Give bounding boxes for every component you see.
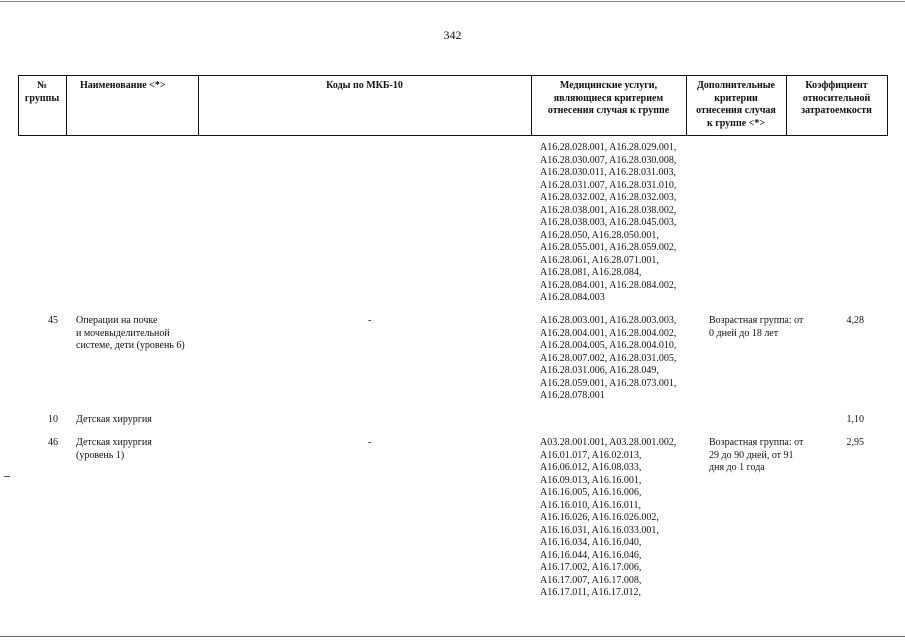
table-row-name: Детская хирургия [76, 414, 152, 425]
table-row-extra-criteria: Возрастная группа: от 29 до 90 дней, от 91 дня до 1 года [709, 437, 804, 473]
header-coefficient: Коэффициент относительной затратоемкости [801, 80, 872, 116]
table-row-services: A03.28.001.001, A03.28.001.002, A16.01.017, A16.02.013, A16.06.012, A16.08.033, A16.09.013, A16.16.001, A16.16.005, A16.16.006, A16.16.010, A16.16.011, A16.16.026, A16.16.026.002, A16.16.031, A16.16.033.001, A16.16.034, A16.16.040, A16.16.044, A16.16.046, A16.17.002, A16.17.006, A16.17.007, A16.17.008, A16.17.011, A16.17.012, [540, 437, 677, 598]
table-row-services: A16.28.028.001, A16.28.029.001, A16.28.030.007, A16.28.030.008, A16.28.030.011, A16.28.031.003, A16.28.031.007, A16.28.031.010, A16.28.032.002, A16.28.032.003, A16.28.038.001, A16.28.038.002, A16.28.038.003, A16.28.045.003, A16.28.050, A16.28.050.001, A16.28.055.001, A16.28.059.002, A16.28.061, A16.28.071.001, A16.28.081, A16.28.084, A16.28.084.001, A16.28.084.002, A16.28.084.003 [540, 142, 677, 303]
header-services: Медицинские услуги, являющиеся критерием отнесения случая к группе [547, 80, 670, 116]
column-divider [887, 75, 888, 135]
header-name: Наименование <*> [80, 80, 166, 91]
table-row-services: A16.28.003.001, A16.28.003.003, A16.28.004.001, A16.28.004.002, A16.28.004.005, A16.28.004.010, A16.28.007.002, A16.28.031.005, A16.28.031.006, A16.28.049, A16.28.059.001, A16.28.073.001, A16.28.078.001 [540, 315, 677, 401]
table-row-coefficient: 4,28 [846, 315, 864, 326]
table-header-top-border [18, 75, 888, 76]
table-row-name: Операции на почке и мочевыделительной системе, дети (уровень 6) [76, 315, 185, 351]
table-row-coefficient: 2,95 [846, 437, 864, 448]
table-row-icd-codes: - [368, 315, 372, 326]
header-group-number: № группы [24, 80, 60, 104]
table-row-icd-codes: - [368, 437, 372, 448]
column-divider [66, 75, 67, 135]
top-scan-edge [0, 1, 905, 2]
page-number: 342 [443, 28, 462, 42]
table-header-bottom-border [18, 135, 888, 136]
table-row-group-number: 10 [48, 414, 58, 425]
margin-mark [4, 476, 10, 477]
bottom-scan-edge [0, 636, 905, 637]
table-row-extra-criteria: Возрастная группа: от 0 дней до 18 лет [709, 315, 804, 339]
header-extra-criteria: Дополнительные критерии отнесения случая к группе <*> [696, 80, 776, 129]
header-icd-codes: Коды по МКБ-10 [326, 80, 403, 91]
table-row-group-number: 46 [48, 437, 58, 448]
table-row-coefficient: 1,10 [846, 414, 864, 425]
table-row-name: Детская хирургия (уровень 1) [76, 437, 152, 461]
table-row-group-number: 45 [48, 315, 58, 326]
